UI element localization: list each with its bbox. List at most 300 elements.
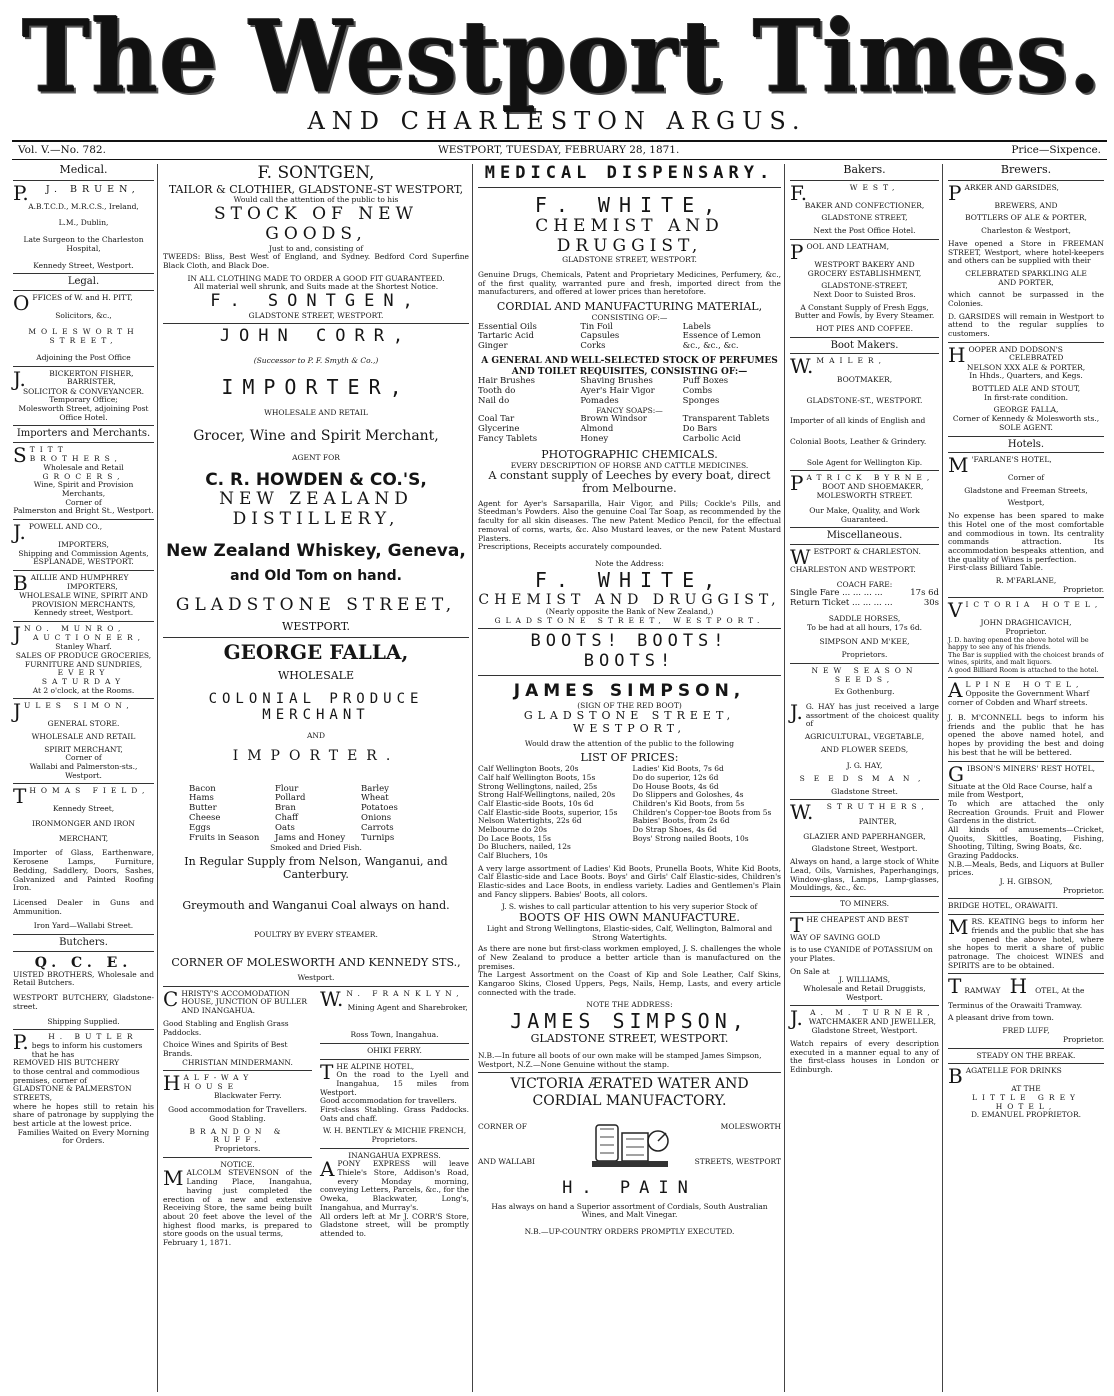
ad-corr	[163, 327, 469, 634]
ad-text: In Hhds., Quarters, and Kegs.	[969, 371, 1083, 381]
drop-cap: F.	[790, 180, 808, 205]
list-item: Capsules	[580, 331, 620, 342]
fare-row	[790, 599, 939, 609]
volume-number: Vol. V.—No. 782.	[18, 144, 106, 157]
drop-cap: M	[948, 915, 969, 940]
ad-name: HE ALPINE HOTEL,	[336, 1061, 415, 1071]
ad-text: Would draw the attention of the public to the following	[524, 738, 735, 748]
ad-name: A. M. TURNER,	[810, 1008, 935, 1018]
ad-text: CORNER OF	[478, 1122, 527, 1132]
ad-butler	[13, 1030, 154, 1146]
ad-text: Sole Agent for Wellington Kip.	[806, 457, 923, 467]
ad-text: COACH FARE:	[836, 579, 893, 589]
ad-text: Ex Gothenburg.	[834, 687, 895, 697]
ad-text: Corner of	[65, 497, 102, 507]
address-left	[478, 1123, 578, 1166]
goods-item: Fruits in Season	[189, 832, 260, 843]
drop-cap: H	[948, 342, 966, 367]
ad-text: begs to inform his customers that he has	[31, 1040, 143, 1059]
ad-text: GLADSTONE STREET, WESTPORT.	[248, 310, 384, 320]
ad-text: At 2 o'clock, at the Rooms.	[32, 685, 135, 695]
list-item: Puff Boxes	[682, 375, 729, 386]
ad-name: NOTICE.	[220, 1159, 255, 1169]
ad-text: Proprietors.	[371, 1135, 418, 1145]
column-rule	[942, 164, 943, 1392]
ad-text: SOLICITOR & CONVEYANCER.	[22, 386, 145, 396]
ad-name: JOHN CORR,	[219, 326, 413, 347]
drop-cap: J.	[790, 699, 803, 724]
ad-text: SEEDSMAN,	[799, 774, 930, 784]
ad-text: FANCY SOAPS:—	[596, 405, 663, 415]
ad-text: Smoked and Dried Fish.	[270, 842, 362, 852]
column-2	[160, 164, 472, 1392]
masthead-title	[0, 0, 1114, 115]
drop-cap: T	[790, 912, 804, 937]
drop-cap: A	[320, 1157, 335, 1182]
ad-text: Mining Agent and Sharebroker,	[347, 1003, 468, 1013]
ad-text: GLAZIER AND PAPERHANGER,	[803, 831, 926, 841]
ad-text: STREETS, WESTPORT	[694, 1156, 781, 1166]
ad-text: BOTTLERS OF ALE & PORTER,	[965, 213, 1087, 223]
ad-text: Choice Wines and Spirits of Best Brands.	[163, 1040, 288, 1058]
ad-text: Temporary Office;	[49, 395, 118, 405]
ad-name: HOMAS FIELD,	[29, 786, 150, 796]
section-heading: Boot Makers.	[790, 337, 939, 355]
ad-text: Blackwater Ferry.	[213, 1090, 282, 1100]
ad-text: Corner of Kennedy & Molesworth sts.,	[952, 414, 1100, 424]
ad-text: AUCTIONEER,	[32, 632, 146, 642]
ad-text: CHEMIST AND DRUGGIST,	[478, 591, 781, 608]
toilet-list	[478, 377, 781, 407]
ad-bruen	[13, 180, 154, 270]
ad-text: UISTED BROTHERS, Wholesale and Retail Butchers.	[13, 969, 154, 988]
section-heading: Medical.	[59, 164, 108, 176]
ad-text: PONY EXPRESS will leave Thiele's Store, Addison's Road, every Monday morning, conveying Letters, Parcels, &c., for the Oweka, Blackwater, Long's, Inangahua, and Murray's.	[320, 1159, 469, 1212]
ad-text: D. GARSIDES will remain in Westport to attend to the regular supplies to customers.	[948, 311, 1104, 338]
ad-text: BOOTS OF HIS OWN MANUFACTURE.	[519, 911, 740, 925]
ad-name: AILLIE AND HUMPHREY	[30, 573, 129, 583]
ad-text: SOLE AGENT.	[999, 422, 1053, 432]
goods-item: Potatoes	[361, 803, 398, 814]
ad-text: TWEEDS: Bliss, Best West of England, and Sydney. Bedford Cord Superfine Black Cloth, and Black Doe.	[163, 252, 469, 270]
ad-text: CHRISTIAN MINDERMANN.	[182, 1057, 293, 1067]
list-item: Ginger	[478, 341, 508, 352]
ad-text: Agent for Ayer's Sarsaparilla, Hair Vigor, and Pills; Cockle's Pills, and Steedman's Powders. Also the genuine Coal Tar Soap, as recommended by the faculty for all skin diseases. The new Patent Medico Pencil, for the effectual removal of corns, warts, &c. Also Mustard leaves, or the new Patent Mustard Plasters.	[478, 498, 781, 543]
ad-text: Watch repairs of every description executed in a manner equal to any of the first-class houses in London or Edinburgh.	[790, 1039, 939, 1075]
ad-text: Importer of Glass, Earthenware, Kerosene Lamps, Furniture, Bedding, Saddlery, Doors, Sashes, Galvanized and Painted Roofing Iron.	[13, 848, 154, 893]
fare-label: Return Ticket ... ... ... ...	[790, 598, 893, 609]
ad-text: WHOLESALE WINE, SPIRIT AND PROVISION MERCHANTS,	[19, 591, 148, 609]
subcolumn-left	[163, 986, 316, 1248]
drop-cap: W.	[790, 800, 814, 825]
ad-text: Good accommodation for Travellers.	[168, 1105, 307, 1115]
goods-item: Flour	[275, 783, 299, 794]
ad-text: The Bar is supplied with the choicest brands of wines, spirits, and malt liquors.	[948, 650, 1104, 667]
ad-name: OOL AND LEATHAM,	[806, 241, 889, 251]
ad-name: NEW SEASON SEEDS,	[811, 665, 918, 684]
ad-text: A GENERAL AND WELL-SELECTED STOCK OF PERFUMES AND TOILET REQUISITES, CONSISTING OF:—	[481, 356, 778, 377]
section-heading: Importers and Merchants.	[13, 425, 154, 443]
list-item: Essence of Lemon	[682, 331, 761, 342]
ad-text: Situate at the Old Race Course, half a mile from Westport,	[948, 781, 1093, 800]
subcolumn-right	[316, 986, 469, 1248]
drop-cap: J	[13, 622, 22, 647]
section-heading: Hotels.	[948, 436, 1104, 454]
ad-inangahua	[320, 1152, 469, 1239]
ad-name: BRIDGE HOTEL, ORAWAITI.	[948, 901, 1058, 911]
ad-text: GLADSTONE STREET,	[821, 213, 908, 223]
column-3	[475, 164, 784, 1392]
ad-text: IMPORTER.	[232, 748, 400, 765]
drop-cap: S	[13, 442, 27, 467]
ad-text: RS. KEATING begs to inform her friends and the public that she has opened the above hotel, where she hopes to merit a share of public patronage. The choicest WINES and SPIRITS are to be obtained.	[948, 917, 1104, 970]
ad-text: WESTPORT.	[282, 620, 350, 634]
ad-text: AND PORTER,	[998, 277, 1054, 287]
drop-cap: P.	[13, 180, 29, 205]
ad-text: SIMPSON AND M'KEE,	[819, 637, 910, 647]
ad-text: Westport.	[297, 973, 335, 983]
ad-text: STOCK OF NEW GOODS,	[214, 204, 418, 244]
ad-text: Charleston & Westport,	[981, 226, 1071, 236]
ad-name: TO MINERS.	[839, 898, 890, 908]
drop-cap: A	[948, 678, 963, 703]
ad-sontgen	[163, 164, 469, 320]
ad-name: OOPER AND DODSON'S	[968, 344, 1063, 354]
ad-text: Importer of all kinds of English and	[790, 416, 926, 426]
list-item: Transparent Tablets	[682, 414, 770, 425]
ad-text: Ross Town, Inangahua.	[350, 1030, 439, 1040]
ad-mcfarlane	[948, 453, 1104, 594]
drop-cap: T	[320, 1059, 334, 1084]
ad-name: JAMES SIMPSON,	[513, 680, 746, 701]
list-item: Nail do	[478, 395, 510, 406]
ad-text: FRED LUFF,	[1002, 1026, 1050, 1036]
ad-text: Proprietor.	[1062, 584, 1104, 594]
ad-text: First-class Stabling. Grass Paddocks. Oats and chaff.	[320, 1104, 469, 1123]
ad-text: Families Waited on Every Morning for Orders.	[17, 1127, 150, 1146]
ad-text: Westport,	[1007, 498, 1045, 508]
ad-text: PAINTER,	[858, 817, 897, 827]
ad-name: J. BRUEN,	[45, 183, 140, 195]
ad-text: WESTPORT BAKERY AND	[814, 259, 915, 269]
list-item: Do do superior, 12s 6d	[632, 772, 719, 782]
column-rule	[472, 164, 473, 1392]
goods-item: Turnips	[361, 832, 395, 843]
machine-engraving	[588, 1115, 672, 1175]
list-item: Fancy Tablets	[478, 433, 538, 444]
ad-text: WHOLESALE	[277, 669, 355, 683]
ad-text: BOTTLED ALE AND STOUT,	[971, 384, 1081, 394]
list-item: Do Lace Boots, 15s	[478, 833, 551, 843]
list-item: Do Bluchers, nailed, 12s	[478, 842, 571, 852]
ad-franklyn	[320, 986, 469, 1040]
list-item: Strong Half-Wellingtons, nailed, 20s	[478, 790, 616, 800]
list-item: Coal Tar	[478, 414, 515, 425]
ad-name: H. PAIN	[562, 1177, 697, 1198]
drop-cap: W.	[790, 354, 814, 379]
ad-text: BOOT AND SHOEMAKER,	[822, 482, 924, 492]
ad-text: GLADSTONE STREET, WESTPORT.	[494, 615, 765, 625]
ad-name: JAMES SIMPSON,	[510, 1009, 749, 1034]
ad-text: CHARLESTON AND WESTPORT.	[790, 565, 916, 574]
ad-text: Grazing Paddocks.	[948, 851, 1019, 860]
ad-text: In Regular Supply from Nelson, Wanganui, and Canterbury.	[184, 855, 448, 882]
ad-text: Gladstone Street, Westport.	[811, 1026, 918, 1036]
ad-name: TITT BROTHERS,	[29, 444, 122, 463]
ad-text: SPIRIT MERCHANT,	[44, 744, 123, 754]
ad-text: EVERY SATURDAY	[41, 668, 126, 686]
ad-text: A.B.T.C.D., M.R.C.S., Ireland,	[28, 201, 139, 211]
ad-text: J. WILLIAMS,	[838, 975, 891, 985]
price-list-right	[633, 765, 782, 861]
ad-text: Shipping and Commission Agents,	[18, 548, 149, 558]
goods-list	[189, 785, 443, 844]
ad-text: On Sale at	[790, 966, 830, 976]
ad-text: To which are attached the only Recreation Grounds. Fruit and Flower Gardens in the district.	[948, 798, 1104, 826]
ad-text: A pleasant drive from town.	[948, 1013, 1054, 1023]
ad-text: CONSISTING OF:—	[591, 312, 668, 322]
ad-text: Proprietors.	[841, 650, 888, 660]
drop-cap: P.	[13, 1030, 29, 1055]
ad-name: BOOTS! BOOTS! BOOTS!	[530, 631, 729, 672]
list-item: Tin Foil	[580, 321, 613, 332]
ad-text: AND FLOWER SEEDS,	[820, 744, 909, 754]
section-heading: Bakers.	[843, 164, 886, 176]
ad-miners	[790, 900, 939, 1003]
list-item: Melbourne do 20s	[478, 824, 547, 834]
ad-text: Proprietors.	[214, 1144, 261, 1154]
fare-label: Single Fare ... ... ... ...	[790, 588, 883, 599]
ad-text: Corner of	[65, 753, 102, 763]
price-list	[478, 765, 781, 861]
goods-item: Hams	[189, 793, 214, 804]
ad-name: FFICES of W. and H. PITT,	[32, 292, 133, 302]
ad-name: F. WHITE,	[534, 192, 725, 217]
ad-text: Licensed Dealer in Guns and Ammunition.	[13, 897, 154, 916]
ad-text: WHOLESALE AND RETAIL	[31, 731, 136, 741]
list-item: Sponges	[682, 395, 720, 406]
drop-cap: G	[948, 761, 964, 786]
ad-text: Good Stabling and English Grass Paddocks.	[163, 1018, 289, 1037]
ad-text: All orders left at Mr J. CORR'S Store, Gladstone street, will be promptly attended to.	[320, 1211, 469, 1238]
ad-text: Always on hand, a large stock of White Lead, Oils, Varnishes, Paperhangings, Window-glass, Lamps, Lamp-glasses, Mouldings, &c., &c.	[790, 857, 939, 893]
ad-text: GLADSTONE STREET, WESTPORT.	[530, 1032, 729, 1046]
ad-text: Prescriptions, Receipts accurately compounded.	[478, 542, 662, 552]
ad-ohiki	[320, 1047, 469, 1145]
ad-text: GLADSTONE-ST., WESTPORT.	[806, 395, 923, 405]
ad-dispensary	[478, 164, 781, 625]
ad-name: ESTPORT & CHARLESTON.	[813, 547, 921, 556]
ad-text: (Nearly opposite the Bank of New Zealand,)	[545, 607, 714, 616]
drop-cap: M	[163, 1166, 184, 1191]
ad-text: W. H. BENTLEY & MICHIE FRENCH,	[322, 1126, 467, 1136]
masthead-subtitle: AND CHARLESTON ARGUS.	[307, 107, 807, 135]
list-item: Do Bars	[682, 424, 718, 435]
drop-cap: B	[13, 571, 28, 596]
ad-text: AT THE	[1011, 1084, 1041, 1094]
list-item: Do Strap Shoes, 4s 6d	[632, 824, 717, 834]
ad-name: GEORGE FALLA,	[223, 640, 409, 665]
ad-text: CELEBRATED SPARKLING ALE	[965, 268, 1087, 278]
column-rule	[784, 164, 785, 1392]
ad-text: REMOVED HIS BUTCHERY	[13, 1058, 120, 1068]
ad-text: J. B. M'CONNELL begs to inform his friends and the public that he has opened the above named hotel, and hopes by providing the best and doing his best that he will be bettered.	[948, 713, 1104, 757]
ad-parker	[948, 180, 1104, 339]
drop-cap: P	[790, 471, 804, 496]
fare-value: 30s	[923, 598, 939, 609]
ad-text: Wine, Spirit and Provision Merchants,	[33, 480, 134, 498]
masthead	[0, 0, 1114, 140]
ad-name: OTEL, At the	[1035, 986, 1085, 996]
list-item: Carbolic Acid	[682, 433, 741, 444]
ad-text: Adjoining the Post Office	[36, 352, 131, 362]
list-item: Babies' Boots, from 2s 6d	[632, 816, 730, 826]
list-item: Strong Wellingtons, nailed, 25s	[478, 781, 598, 791]
ad-text: HOT PIES AND COFFEE.	[815, 323, 914, 333]
drop-cap: J.	[790, 1006, 803, 1031]
ad-text: LITTLE GREY HOTEL,	[972, 1092, 1080, 1111]
ad-text: N.B.—In future all boots of our own make will be stamped James Simpson, Westport, N.Z.—None Genuine without the stamp.	[478, 1051, 762, 1069]
ad-byrne	[790, 471, 939, 524]
ad-text: HE CHEAPEST AND BEST	[806, 914, 909, 924]
masthead-word: Westport	[249, 0, 723, 116]
ad-text: Proprietor.	[1062, 885, 1104, 895]
ad-name: WEST,	[849, 182, 900, 192]
ad-text: AND WALLABI	[478, 1156, 535, 1166]
drop-cap: T	[948, 974, 962, 999]
ad-text: New Zealand Whiskey, Geneva,	[166, 540, 466, 561]
ad-name: IBSON'S MINERS' REST HOTEL,	[966, 763, 1095, 773]
ad-text: Late Surgeon to the Charleston Hospital,	[23, 235, 144, 253]
ad-text: ESPLANADE, WESTPORT.	[33, 557, 134, 567]
drop-cap: W	[790, 545, 811, 569]
ad-text: WAY OF SAVING GOLD	[790, 932, 881, 942]
ad-falla	[163, 641, 469, 983]
ad-text: MOLESWORTH STREET.	[816, 491, 913, 501]
ad-text: PHOTOGRAPHIC CHEMICALS.	[541, 447, 718, 461]
ad-name: HRISTY'S ACCOMODATION HOUSE, JUNCTION OF BULLER AND INANGAHUA.	[181, 988, 308, 1016]
ad-pool	[790, 239, 939, 334]
section-heading: Butchers.	[13, 934, 154, 952]
dateline	[12, 140, 1107, 160]
column-1	[10, 164, 157, 1392]
ad-name: MEDICAL DISPENSARY.	[484, 164, 775, 183]
drop-cap: H	[163, 1071, 181, 1096]
ad-fisher	[13, 366, 154, 423]
ad-text: R. M'FARLANE,	[995, 575, 1057, 585]
ad-text: Greymouth and Wanganui Coal always on hand.	[182, 898, 450, 912]
section-heading: Legal.	[13, 273, 154, 291]
ad-text: and Old Tom on hand.	[230, 567, 402, 584]
ad-text: SADDLE HORSES,	[828, 614, 901, 624]
ad-text: J. G. HAY,	[846, 761, 883, 771]
ad-text: GENERAL STORE.	[47, 719, 120, 729]
goods-item: Pollard	[275, 793, 306, 804]
ad-text: GLADSTONE STREET,	[175, 594, 457, 615]
ad-text: which cannot be surpassed in the Colonies.	[948, 290, 1104, 308]
ad-text: Westport.	[846, 992, 883, 1002]
list-item: Corks	[580, 341, 606, 352]
ad-text: Just to and, consisting of	[268, 243, 364, 253]
goods-item: Oats	[275, 822, 295, 833]
ad-text: No expense has been spared to make this Hotel one of the most comfortable and commodious in town. Its centrality commands attraction. Its accommodation bespeaks attention, and the quality of Wines is perfection.	[948, 511, 1104, 564]
ad-name: H. BUTLER	[48, 1032, 138, 1042]
ad-text: Colonial Boots, Leather & Grindery.	[790, 436, 927, 446]
ad-text: NOTE THE ADDRESS:	[586, 1000, 673, 1010]
list-item: Tartaric Acid	[478, 331, 534, 342]
ad-text: Molesworth Street, adjoining Post Office Hotel.	[18, 403, 149, 422]
ad-stitt	[13, 442, 154, 516]
list-item: Boys' Strong nailed Boots, 10s	[632, 833, 749, 843]
ad-name: ATRICK BYRNE,	[806, 473, 935, 483]
ad-name: RAMWAY	[964, 986, 1001, 996]
list-item: Ladies' Kid Boots, 7s 6d	[632, 764, 724, 774]
ad-text: CORDIAL AND MANUFACTURING MATERIAL,	[496, 300, 763, 314]
ad-name: NO. MUNRO,	[24, 624, 126, 634]
ad-text: JOHN DRAGHICAVICH,	[980, 618, 1072, 628]
list-item: Calf Wellington Boots, 20s	[478, 764, 579, 774]
ad-text: Gladstone and Freeman Streets,	[964, 485, 1088, 495]
ad-halfway	[163, 1071, 312, 1154]
ad-text: GEORGE FALLA,	[993, 405, 1059, 415]
list-item: Almond	[580, 424, 614, 435]
goods-item: Onions	[361, 813, 392, 824]
ad-text: (Successor to P. F. Smyth & Co.,)	[253, 356, 379, 366]
ad-text: J. D. having opened the above hotel will be happy to see any of his friends.	[948, 635, 1089, 652]
ad-text: Shipping Supplied.	[47, 1016, 120, 1026]
drop-cap: P	[790, 239, 804, 264]
section-heading: Brewers.	[1000, 164, 1052, 176]
ad-text: C. R. HOWDEN & CO.'S,	[205, 469, 427, 490]
ad-text: SALES OF PRODUCE GROCERIES, FURNITURE AND SUNDRIES,	[15, 650, 152, 669]
ad-text: Opposite the Government Wharf	[965, 689, 1090, 699]
ad-text: G. HAY has just received a large assortment of the choicest quality of	[805, 701, 939, 729]
list-item: Calf Elastic-side Boots, superior, 15s	[478, 807, 618, 817]
ad-text: CHEMIST AND DRUGGIST,	[535, 215, 724, 256]
ad-text: Next the Post Office Hotel.	[813, 226, 916, 236]
ad-text: IRONMONGER AND IRON	[32, 819, 135, 829]
ad-tramway	[948, 974, 1104, 1060]
ad-text: Proprietor.	[1062, 1034, 1104, 1044]
goods-item: Butter	[189, 803, 217, 814]
price: Price—Sixpence.	[1011, 144, 1101, 157]
ad-text: BOOTMAKER,	[836, 374, 893, 384]
ad-text: Light and Strong Wellingtons, Elastic-sides, Calf, Wellington, Balmoral and Strong Watertights.	[486, 923, 773, 942]
goods-item: Cheese	[189, 813, 221, 824]
ad-text: Terminus of the Orawaiti Tramway.	[948, 1000, 1083, 1010]
ad-name: Q. C. E.	[34, 954, 133, 971]
ad-name: ULES SIMON,	[24, 701, 134, 711]
ad-text: J. H. GIBSON,	[999, 877, 1053, 887]
ad-text: Wholesale and Retail	[43, 462, 124, 472]
list-item: Do House Boots, 4s 6d	[632, 781, 719, 791]
ad-name: VICTORIA ÆRATED WATER AND CORDIAL MANUFACTORY.	[510, 1076, 749, 1109]
ad-text: A constant supply of Leeches by every boat, direct from Melbourne.	[488, 469, 771, 496]
drop-cap: T	[13, 784, 27, 809]
ad-name: F. SONTGEN,	[257, 164, 375, 183]
ad-name: BICKERTON FISHER,	[49, 368, 134, 378]
ad-text: All kinds of amusements—Cricket, Quoits, Skittles, Boating, Fishing, Shooting, Tilting, Swing Boats, &c.	[948, 824, 1104, 852]
ad-text: To be had at all hours, 17s 6d.	[806, 622, 923, 632]
ad-victoria-hotel	[948, 598, 1104, 674]
drop-cap: J	[13, 699, 22, 724]
ad-boots	[478, 632, 781, 1069]
ad-text: In first-rate condition.	[984, 392, 1068, 402]
ad-text: GROCERS,	[42, 471, 125, 481]
ad-text: AGRICULTURAL, VEGETABLE,	[804, 731, 925, 741]
ad-text: Kennedy Street, Westport.	[33, 260, 134, 270]
ad-name: INANGAHUA EXPRESS.	[348, 1150, 441, 1160]
